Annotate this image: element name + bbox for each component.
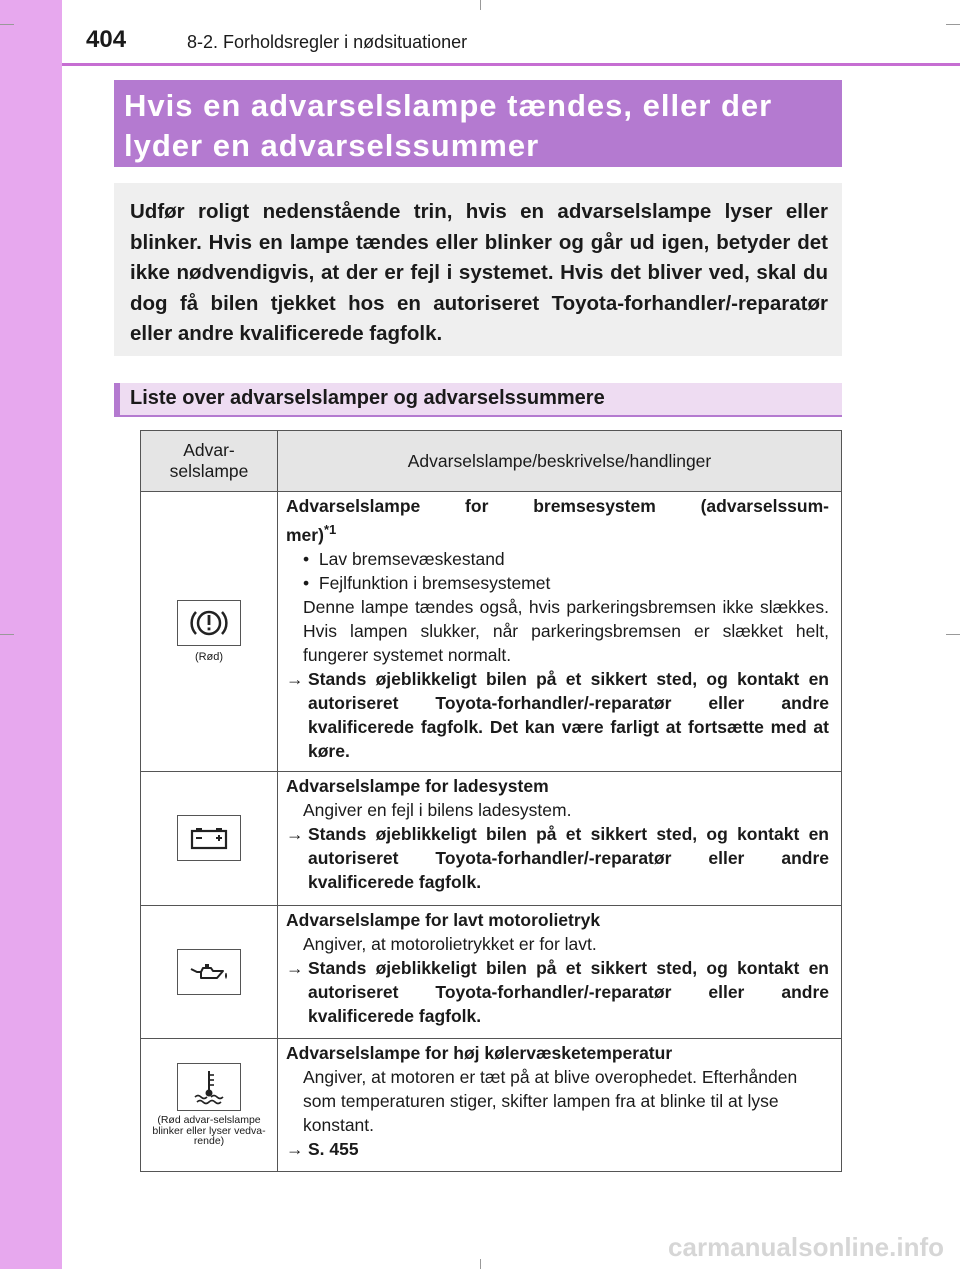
lamp-note: Angiver, at motoren er tæt på at blive overophedet. Efterhånden som temperaturen stiger, skifter lampen fra at blinke til at lyse konstant. [303, 1066, 798, 1135]
coolant-temperature-icon [177, 1063, 241, 1111]
battery-icon [177, 815, 241, 861]
lamp-title-line2: mer) [286, 524, 324, 545]
page-reference-link[interactable]: S. 455 [308, 1138, 359, 1159]
section-title [114, 80, 842, 167]
lamp-cell [141, 771, 278, 905]
lamp-note: Denne lampe tændes også, hvis parkeringsbremsen ikke slækkes. Hvis lampen slukker, når parkeringsbremsen er slækket helt, fungerer systemet normalt. [303, 596, 829, 665]
section-title-line2: lyder en advarselssummer [124, 128, 540, 163]
column-header-lamp [141, 431, 278, 492]
warning-lamp-table [140, 430, 842, 1172]
list-item-text: Lav bremsevæskestand [318, 548, 505, 569]
table-row [141, 492, 842, 772]
list-item-text: Fejlfunktion i bremsesystemet [318, 572, 551, 593]
lamp-note: Angiver, at motorolietrykket er for lavt. [303, 933, 597, 954]
action-text: Stands øjeblikkeligt bilen på et sikkert sted, og kontakt en autoriseret Toyota-forhandler/-reparatør eller andre kvalificerede fagfolk. Det kan være farligt at fortsætte med at køre. [308, 668, 829, 761]
action-text: Stands øjeblikkeligt bilen på et sikkert sted, og kontakt en autoriseret Toyota-forhandler/-reparatør eller andre kvalificerede fagfolk. [308, 823, 829, 892]
lamp-cell [141, 1038, 278, 1171]
lamp-title: Advarselslampe for høj kølervæsketemperatur [286, 1042, 673, 1063]
intro-text: Udfør roligt nedenstående trin, hvis en advarselslampe lyser eller blinker. Hvis en lampe tændes eller blinker og går ud igen, betyder det ikke nødvendigvis, at der er fejl i systemet. Hvis det bliver ved, skal du dog få bilen tjekket hos en autoriseret Toyota-forhandler/-reparatør eller andre kvalificerede fagfolk. [114, 183, 842, 356]
column-header-lamp-line2: selslampe [169, 461, 249, 481]
arrow-icon: → [286, 668, 304, 689]
brake-warning-icon [177, 600, 241, 646]
column-header-description: Advarselslampe/beskrivelse/handlinger [278, 431, 842, 492]
description-cell [278, 771, 842, 905]
lamp-caption: (Rød) [194, 650, 224, 663]
chapter-title: 8-2. Forholdsregler i nødsituationer [187, 32, 468, 52]
watermark: carmanualsonline.info [668, 1232, 944, 1262]
table-row [141, 905, 842, 1038]
lamp-caption: (Rød advar-selslampe blinker eller lyser vedva-rende) [152, 1114, 266, 1148]
subsection-heading: Liste over advarselslamper og advarselssummere [114, 383, 842, 416]
list-item [286, 571, 829, 595]
action-instruction [286, 956, 829, 1028]
subsection-rule [114, 415, 842, 417]
section-title-line1: Hvis en advarselslampe tændes, eller der [124, 88, 773, 123]
lamp-title: Advarselslampe for bremsesystem (advarselssum- [286, 496, 829, 516]
crop-mark [0, 634, 14, 635]
action-instruction [286, 822, 829, 894]
table-row [141, 771, 842, 905]
oil-pressure-icon [177, 949, 241, 995]
lamp-title-cont [286, 518, 829, 547]
lamp-note: Angiver en fejl i bilens ladesystem. [303, 799, 572, 820]
bullet-glyph: • [303, 548, 310, 569]
lamp-title: Advarselslampe for ladesystem [286, 775, 549, 796]
description-cell [278, 492, 842, 772]
crop-mark [946, 24, 960, 25]
lamp-cell [141, 492, 278, 772]
crop-mark [946, 634, 960, 635]
header-rule [62, 63, 960, 66]
action-instruction [286, 667, 829, 763]
crop-mark [480, 1259, 481, 1269]
arrow-icon: → [286, 823, 304, 844]
lamp-title: Advarselslampe for lavt motorolietryk [286, 909, 601, 930]
crop-mark [480, 0, 481, 10]
footnote-ref: *1 [323, 522, 337, 537]
page-number: 404 [86, 26, 127, 53]
bullet-glyph: • [303, 572, 310, 593]
table-row [141, 1038, 842, 1171]
table-header-row [141, 431, 842, 492]
action-instruction [286, 1137, 829, 1161]
crop-mark [0, 24, 14, 25]
lamp-cell [141, 905, 278, 1038]
column-header-lamp-line1: Advar- [183, 440, 235, 460]
list-item [286, 547, 829, 571]
description-cell [278, 905, 842, 1038]
arrow-icon: → [286, 957, 304, 978]
arrow-icon: → [286, 1138, 304, 1159]
action-text: Stands øjeblikkeligt bilen på et sikkert sted, og kontakt en autoriseret Toyota-forhandler/-reparatør eller andre kvalificerede fagfolk. [308, 957, 829, 1026]
description-cell [278, 1038, 842, 1171]
